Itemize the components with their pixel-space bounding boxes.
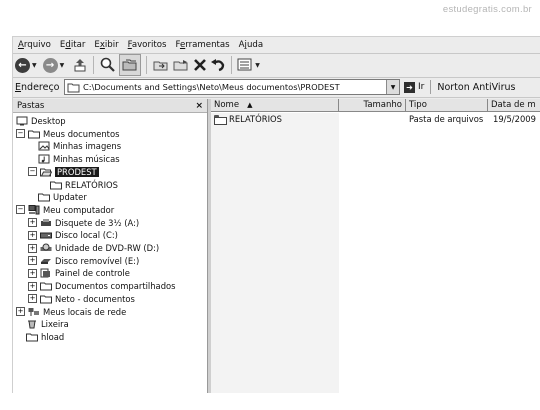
tree-item[interactable] (28, 217, 139, 229)
folders-pane (13, 99, 208, 393)
folder-icon (40, 294, 52, 304)
tree-spacer (28, 143, 35, 150)
folder-icon (40, 281, 52, 291)
tree-spacer (28, 156, 35, 163)
file-name: RELATÓRIOS (229, 114, 282, 124)
folder-icon (28, 129, 40, 139)
search-icon (99, 56, 117, 74)
folders-button[interactable] (119, 54, 141, 76)
tree-item[interactable] (16, 318, 69, 330)
up-folder-icon (72, 57, 88, 73)
file-list-pane (211, 99, 540, 393)
sorted-column-shade (211, 113, 339, 393)
tree-item-label: Updater (53, 192, 87, 203)
menu-arquivo[interactable]: Arquivo (18, 40, 51, 50)
collapse-icon[interactable]: − (17, 205, 24, 214)
tree-item[interactable] (16, 306, 126, 318)
forward-button[interactable] (43, 55, 65, 75)
tree-item[interactable] (28, 229, 118, 241)
dvd-drive-icon (40, 243, 52, 253)
menu-ferramentas[interactable]: Ferramentas (175, 40, 230, 50)
tree-spacer (28, 194, 35, 201)
tree-item-label: Lixeira (41, 319, 69, 330)
desktop-icon (16, 116, 28, 126)
tree-spacer (40, 181, 47, 188)
go-label: Ir (418, 82, 425, 92)
tree-item[interactable] (28, 140, 121, 152)
tree-item-label: Desktop (31, 116, 66, 126)
tree-item-label: Painel de controle (55, 268, 130, 279)
expand-icon[interactable]: + (29, 256, 36, 265)
tree-item-label: Unidade de DVD-RW (D:) (55, 243, 160, 253)
delete-button[interactable] (192, 55, 208, 75)
address-separator-line (13, 97, 540, 98)
tree-item[interactable] (16, 204, 114, 216)
tree-item[interactable] (16, 115, 66, 127)
address-input[interactable] (64, 79, 400, 95)
column-header-size[interactable] (339, 99, 406, 112)
folders-icon (121, 57, 139, 73)
views-button[interactable] (237, 55, 260, 75)
folder-icon (38, 192, 50, 202)
toolbar (15, 54, 260, 76)
removable-disk-icon (40, 256, 52, 266)
up-button[interactable] (72, 55, 88, 75)
address-label: Endereço (15, 81, 60, 93)
file-type: Pasta de arquivos (409, 114, 484, 124)
tree-item[interactable] (28, 267, 130, 279)
menu-editar[interactable]: Editar (59, 40, 86, 50)
expand-icon[interactable]: + (29, 268, 36, 277)
tree-item-label: Minhas imagens (53, 141, 122, 152)
tree-item-label: hload (41, 331, 65, 342)
folder-icon (214, 114, 226, 124)
tree-item[interactable] (28, 191, 87, 203)
tree-item-label: Minhas músicas (53, 154, 120, 165)
expand-icon[interactable]: + (29, 294, 36, 303)
move-to-button[interactable] (152, 55, 170, 75)
tree-item[interactable] (28, 153, 120, 165)
address-divider (430, 80, 431, 94)
control-panel-icon (40, 268, 52, 278)
tree-item[interactable] (40, 179, 118, 191)
folders-pane-title: Pastas (17, 100, 45, 111)
tree-item-label: Disco removível (E:) (55, 255, 140, 266)
expand-icon[interactable]: + (29, 281, 36, 290)
folder-icon (67, 82, 81, 93)
go-button[interactable] (404, 82, 424, 93)
music-folder-icon (38, 154, 50, 164)
menu-favoritos[interactable]: Favoritos (127, 40, 167, 50)
column-header-type-label: Tipo (409, 100, 427, 110)
collapse-icon[interactable]: − (17, 129, 24, 138)
column-header-date-label: Data de m (491, 100, 536, 110)
folder-icon (50, 180, 62, 190)
search-button[interactable] (99, 55, 117, 75)
floppy-icon (40, 218, 52, 228)
expand-icon[interactable]: + (29, 243, 36, 252)
tree-item-label: PRODEST (57, 166, 97, 177)
norton-antivirus-toolbar[interactable]: Norton AntiVirus (437, 81, 516, 93)
go-arrow-icon: ➜ (404, 82, 415, 93)
file-row[interactable] (214, 113, 282, 125)
file-date: 19/5/2009 (493, 114, 536, 124)
copy-to-icon (172, 57, 190, 73)
tree-item-label: Meus locais de rede (43, 306, 127, 317)
recycle-bin-icon (26, 319, 38, 329)
expand-icon[interactable]: + (17, 307, 24, 315)
site-watermark: estudegratis.com.br (442, 4, 532, 15)
expand-icon[interactable]: + (29, 230, 36, 239)
delete-icon (192, 57, 208, 73)
toolbar-separator (231, 56, 232, 74)
address-bar (13, 78, 540, 96)
forward-arrow-icon: → (43, 58, 58, 73)
computer-icon (28, 205, 40, 215)
explorer-window (12, 36, 540, 393)
tree-item-label: Disquete de 3½ (A:) (55, 217, 140, 228)
collapse-icon[interactable]: − (29, 167, 36, 176)
menu-exibir[interactable]: Exibir (94, 40, 119, 50)
views-icon (237, 58, 253, 72)
back-button[interactable] (15, 55, 37, 75)
column-header-size-label: Tamanho (363, 100, 402, 110)
tree-item-label: Neto - documentos (55, 293, 135, 304)
hard-disk-icon (40, 230, 52, 240)
folder-icon (26, 332, 38, 342)
tree-item[interactable] (28, 293, 135, 305)
sort-ascending-icon: ▲ (247, 101, 253, 109)
tree-item-label: Meus documentos (43, 128, 120, 139)
tree-item[interactable] (28, 166, 99, 178)
tree-item[interactable] (28, 242, 159, 254)
copy-to-button[interactable] (172, 55, 190, 75)
column-header-name[interactable] (211, 99, 339, 112)
pictures-folder-icon (38, 141, 50, 151)
move-to-icon (152, 57, 170, 73)
chevron-down-icon[interactable]: ▼ (255, 61, 260, 69)
tree-item-label: Meu computador (43, 204, 115, 215)
close-icon[interactable]: × (195, 100, 203, 111)
tree-item[interactable] (28, 255, 139, 267)
chevron-down-icon[interactable]: ▼ (32, 61, 37, 69)
column-header-date[interactable] (488, 99, 540, 112)
back-arrow-icon: ← (15, 58, 30, 73)
network-icon (28, 307, 40, 317)
address-value: C:\Documents and Settings\Neto\Meus documentos\PRODEST (83, 82, 340, 92)
menu-bar (13, 37, 540, 53)
column-header-type[interactable] (406, 99, 488, 112)
file-date-cell (493, 113, 536, 125)
tree-spacer (16, 321, 23, 328)
column-header-name-label: Nome (214, 100, 240, 110)
expand-icon[interactable]: + (29, 218, 36, 227)
tree-item[interactable] (16, 128, 119, 140)
tree-item[interactable] (28, 280, 176, 292)
menu-ajuda[interactable]: Ajuda (238, 40, 264, 50)
tree-item-label: Documentos compartilhados (55, 281, 176, 292)
toolbar-separator (93, 56, 94, 74)
tree-item[interactable] (16, 331, 64, 343)
undo-button[interactable] (210, 55, 226, 75)
tree-item-label: Disco local (C:) (55, 230, 118, 241)
tree-spacer (16, 333, 23, 340)
toolbar-separator (146, 56, 147, 74)
chevron-down-icon[interactable]: ▼ (59, 61, 65, 69)
address-dropdown-button[interactable]: ▼ (386, 80, 399, 94)
file-type-cell (409, 113, 483, 125)
undo-icon (210, 57, 226, 73)
open-folder-icon (40, 167, 52, 177)
tree-item-label: RELATÓRIOS (65, 179, 118, 190)
folders-pane-header (13, 99, 207, 113)
